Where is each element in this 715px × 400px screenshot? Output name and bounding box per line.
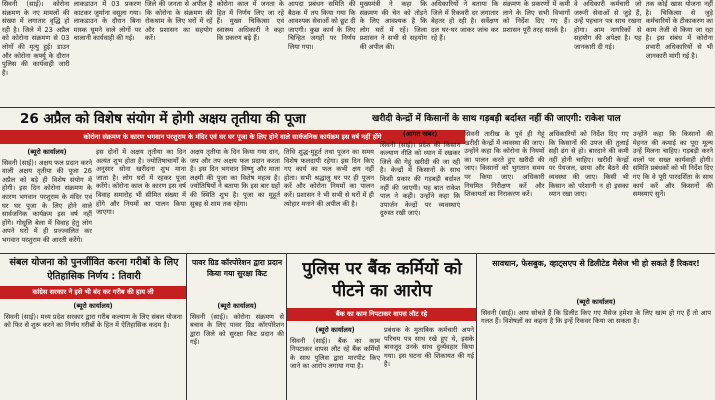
top-strip-col-2: लाकडाउन में 03 प्रकरण काटकर जुर्माना वसूला गया। लाकडाउन के दौरान बिना मास्क घूमने वाले लोगों पर चालानी कार्यवाही की गई।: [73, 0, 141, 43]
akshay-col-3: अक्षय तृतीया के दिन किया गया दान, जप और तप अक्षय फल प्रदान करता है। इस दिन भगवान विष्णु और माता लक्ष्मी की पूजा का विशेष महत्व है। ज्योतिषियों ने बताया कि इस बार ग्रहों की स्थिति शुभ है। पूजा का मुहूर्त सुबह से शाम तक रहेगा।: [190, 148, 280, 208]
police-bank-col-2: प्रबंधक के मुताबिक कर्मचारी अपने परिचय पत्र साथ रखे हुए थे, इसके बावजूद उनके साथ दुर्व्यवहार किया गया। इस घटना की शिकायत की गई है।: [384, 326, 474, 369]
police-bank-headline: पुलिस पर बैंक कर्मियों को पीटने का आरोप: [302, 259, 462, 301]
akshay-col-4: तिथि शुद्ध-मुहूर्त तथा पूजन का समय विशेष फलदायी रहेगा। इस दिन किए गए कार्य का फल कभी क्षय नहीं होता। सभी श्रद्धालु घर पर ही पूजन करें और कोरोना नियमों का पालन करें। प्रशासन ने भी सभी से घरों में ही त्योहार मनाने की अपील की है।: [284, 148, 374, 208]
top-strip-col-7: अधिकारियों ने बताया कि जिले में रिकवरी दर लगातार बेहतर हो रही है। सर्वेक्षण दल घर-घर जाकर जांच कर रहे हैं।: [431, 0, 499, 43]
sambal-headline: संबल योजना को पुनर्जीवित करना गरीबों के लिए ऐतिहासिक निर्णय : तिवारी: [9, 257, 179, 282]
headline-akshay-tritiya-band: कोरोना संक्रमण के कारण भगवान परशुराम के मंदिर एवं घर घर पूजा के लिए होने वाले सार्वजनिक कार्यक्रम इस वर्ष नहीं होंगे: [0, 130, 465, 144]
top-strip-col-4: कोरोना काल में जनता के हित में निर्णय लिए जा रहे हैं। मुख्य चिकित्सा एवं स्वास्थ्य अधिकारी ने कहा कि प्रकरण बढ़े हैं।: [216, 0, 284, 43]
top-strip: [2, 0, 713, 106]
kharidi-col-2: सिवनी तारीख के पूर्व ही गेहूं खरीदी केन्द्रों में व्यवस्था की जाए। उन्होंने कहा कि कोरोना के नियमों का पालन करते हुए खरीदी की जाए। किसानों को भुगतान समय पर किया जाए। अधिकारी नियमित निरीक्षण करें और शिकायतों का निराकरण करें।: [464, 130, 545, 199]
sambal-subhead: कांग्रेस सरकार ने इसे भी बंद कर गरीब की हाय ली: [0, 286, 186, 299]
kharidi-body: [380, 130, 713, 252]
divider-rule: [0, 253, 715, 254]
divider-rule: [0, 107, 715, 108]
top-strip-col-9: वे अधिकारी कर्मचारी जो जरूरी सेवाओं से जुड़े हैं, उन्हें पहचान पत्र साथ रखना होगा। आम नागरिकों से सहयोग की अपेक्षा है। यह जानकारी दी गई।: [574, 0, 642, 51]
deleted-messages-credit: (ब्यूरो कार्यालय): [576, 298, 616, 306]
divider-rule: [476, 254, 477, 400]
kharidi-col-3: अधिकारियों को निर्देश दिए गए कि किसानों की उपज की तुलाई सही ढंग से हो। बारदाने की कमी नहीं होनी चाहिए। खरीदी केन्द्रों पर पेयजल, छाया और बैठने की व्यवस्था की जाए। किसी भी किसान को परेशानी न हो इसका ध्यान रखा जाए।: [548, 130, 629, 199]
powergrid-credit: (ब्यूरो कार्यालय): [217, 302, 257, 310]
headline-akshay-tritiya: 26 अप्रैल को विशेष संयोग में होगी अक्षय तृतीया की पूजा: [20, 111, 306, 127]
police-bank-text-1: सिवनी (साई)। बैंक का काम निपटाकर वापस लौट रहे बैंक कर्मियों के साथ पुलिस द्वारा मारपीट किए जाने का आरोप लगाया गया है।: [290, 336, 380, 371]
powergrid-headline: पावर ग्रिड कॉरपोरेशन द्वारा प्रदान किया गया सुरक्षा किट: [191, 258, 283, 278]
police-bank-band: बैंक का काम निपटाकर वापस लौट रहे: [287, 308, 476, 321]
kharidi-col-1: [380, 130, 460, 252]
headline-kharidi-kendra: खरीदी केन्द्रों में किसानों के साथ गड़बड़ी बर्दाश्त नहीं की जाएगी: राकेश पाल: [372, 114, 621, 124]
top-strip-col-1: सिवनी (साई)। कोरोना संक्रमण के नए मामलों की संख्या में लगातार वृद्धि हो रही है। जिले में 23 अप्रैल को कोरोना संक्रमण से 03 लोगों की मृत्यु हुई। डाउन और कोरोना कर्फ्यू के दौरान पुलिस की कार्यवाही जारी है।: [2, 0, 70, 77]
akshay-text-1: सिवनी (साई)। अक्षय फल प्रदान करने वाली अक्षय तृतीया की पूजा 26 अप्रैल को बड़े ही विशेष संयोग में होगी। इस दिन कोरोना संक्रमण के कारण भगवान परशुराम के मंदिर एवं घर घर पूजा के लिए होने वाले सार्वजनिक कार्यक्रम इस वर्ष नहीं होंगे। गोधूलि बेला में विवाह हेतु लोग अपने घरों में ही प्रज्ज्वलित कर भगवान परशुराम की आरती करेंगे।: [2, 158, 92, 244]
kharidi-credit: (आगत खबर): [402, 130, 438, 138]
divider-rule: [286, 254, 287, 400]
police-bank-col-1: [290, 326, 380, 398]
sambal-body: [4, 302, 182, 398]
top-strip-col-6: मुख्यमंत्री ने कहा कि संक्रमण की चेन को तोड़ने के लिए आवश्यक है कि लोग घरों में रहें। जिला प्रशासन ने सभी से सहयोग की अपील की।: [359, 0, 427, 51]
deleted-messages-headline: सावधान, फेसबुक, व्हाट्सएप से डिलीटेड मैसेज भी हो सकते हैं रिकवर!: [492, 259, 700, 268]
akshay-tritiya-body: [2, 148, 374, 251]
kharidi-col-4: उन्होंने कहा कि किसानों की मेहनत की कमाई का पूरा मूल्य उन्हें मिलना चाहिए। गड़बड़ी करने वालों पर सख्त कार्यवाही होगी। समिति प्रबंधकों को भी निर्देश दिए गए कि वे पूरी पारदर्शिता के साथ कार्य करें और किसानों की समस्याएं सुनें।: [632, 130, 713, 199]
deleted-messages-body: [481, 298, 711, 398]
powergrid-text: सिवनी (साई)। कोरोना संक्रमण से बचाव के लिए पावर ग्रिड कॉरपोरेशन द्वारा जिले को सुरक्षा किट प्रदान की गई।: [190, 312, 284, 347]
police-bank-body: [290, 326, 474, 398]
top-strip-col-3: जिले की जनता से अपील है कि कोरोना के संक्रमण की रोकथाम के लिए घरों में रहें और प्रशासन का सहयोग करें।: [145, 0, 213, 43]
top-strip-col-5: आपदा प्रबंधन समिति की बैठक में तय किया गया कि आवश्यक सेवाओं को छूट दी जाएगी। कुछ कार्य के लिए चिन्हित जगहों पर निर्णय लिया गया।: [288, 0, 356, 51]
akshay-credit: (ब्यूरो कार्यालय): [27, 148, 67, 156]
sambal-text: सिवनी (साई)। मध्य प्रदेश सरकार द्वारा गरीब कल्याण के लिए संबल योजना को फिर से शुरू करने का निर्णय गरीबों के हित में ऐतिहासिक कदम है।: [4, 312, 182, 330]
top-strip-col-10: तक कोई खास योजना नहीं है। चिकित्सा से जुड़े कर्मचारियों के टीकाकरण का काम तेजी से किया जा रहा है। इस संबंध में कोरोना प्रभारी अधिकारियों से भी जानकारी मांगी गई है।: [645, 0, 713, 60]
akshay-col-2: इस दोनों में अक्षय तृतीया का दिन अत्यंत शुभ होता है। ज्योतिषाचार्यों के अनुसार सोना खरीदना शुभ माना जाता है। लोग घरों में रहकर पूजा करेंगे। कोरोना काल के कारण इस वर्ष विवाह समारोह भी सीमित संख्या में होंगे और नियमों का पालन किया जाएगा।: [96, 148, 186, 217]
divider-rule: [186, 254, 187, 400]
akshay-col-1: [2, 148, 92, 251]
powergrid-body: [190, 302, 284, 398]
police-bank-credit: (ब्यूरो कार्यालय): [315, 326, 355, 334]
deleted-messages-text: सिवनी (साई)। आप सोचते हैं कि डिलीट किए गए मैसेज हमेशा के लिए खत्म हो गए हैं तो आप गलत हैं। विशेषज्ञों का कहना है कि इन्हें रिकवर किया जा सकता है।: [481, 308, 711, 326]
top-strip-col-8: संक्रमण के प्रकरणों में कमी लाने के लिए सभी विभागों को निर्देश दिए गए हैं। प्रशासन पूरी तरह सतर्क है।: [502, 0, 570, 34]
kharidi-text-1: सिवनी (साई)। प्रदेश की किसान कल्याण नीति को ध्यान में रखकर जिले की गेहूं खरीदी की जा रही है। केन्द्रों में किसानों के साथ किसी प्रकार की गड़बड़ी बर्दाश्त नहीं की जाएगी। यह बात राकेश पाल ने कही। उन्होंने कहा कि उपार्जन केन्द्रों पर व्यवस्थाएं दुरुस्त रखी जाएं।: [380, 140, 461, 218]
sambal-credit: (ब्यूरो कार्यालय): [73, 302, 113, 310]
